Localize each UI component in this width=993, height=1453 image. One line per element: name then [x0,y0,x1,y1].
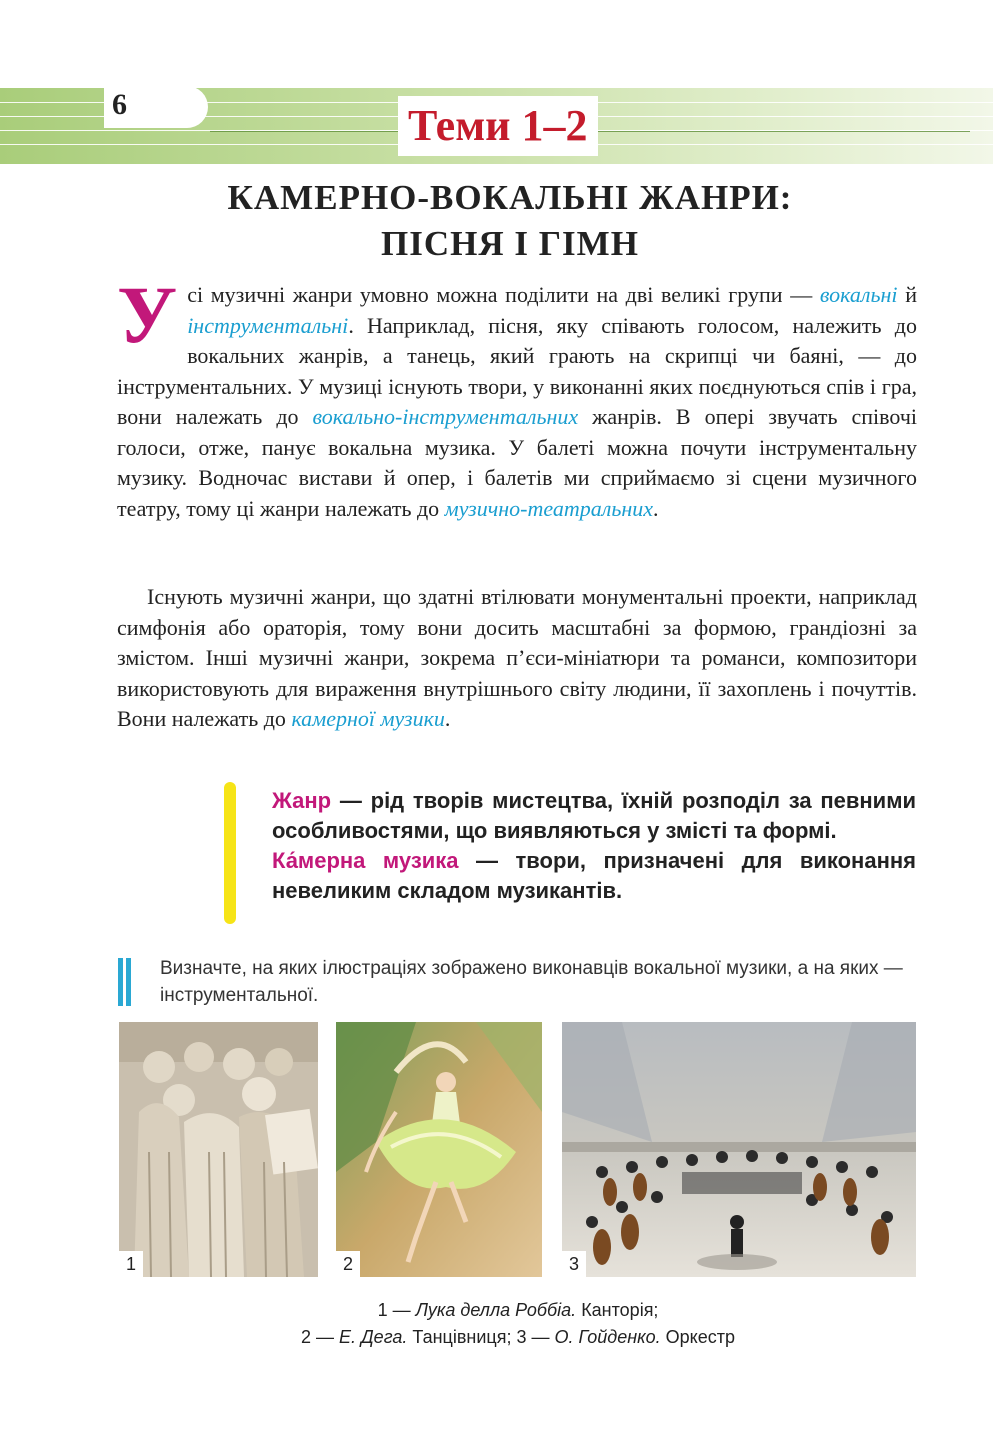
definition-term: Жанр [272,788,332,813]
text: жанрів. В опері звучать співочі голоси, отже, панує вокальна музика. У балеті можна почути інструментальну музику. Водночас вистави й опер, і балетів ми сприймаємо зі сцени музичного театру, тому ці жанри належать до [117,404,917,521]
text: . [653,495,659,521]
drop-cap: У [117,269,178,360]
illustration-number: 3 [562,1251,586,1277]
text: Існують музичні жанри, що здатні втілювати монументальні проекти, наприклад симфонія або ораторія, тому вони досить масштабні за формою, грандіозні за змістом. Інші музичні жанри, зокрема п’єси-мініатюри та романси, композитори використовують для вираження внутрішнього світу людини, її захоплень і почуттів. Вони належать до [117,584,917,731]
caption-line2 [120,1324,916,1351]
paragraph-2 [117,582,917,735]
dancer-image [336,1022,542,1277]
question-marker [118,958,123,1006]
term-chamber-music: камерної музики [291,706,445,731]
term-music-theatre: музично-театральних [444,495,654,521]
definition-text: — рід творів мистецтва, їхній розподіл за певними особливостями, що виявляються у змісті та формі. [272,788,916,843]
definition-chamber-music [272,846,916,906]
caption-text: 1 — [377,1300,416,1320]
definition-highlight-bar [224,782,236,924]
term-vocal: вокальні [819,282,898,307]
definition-term: Ка́мерна музика [272,848,459,873]
caption-author: Лука делла Роббіа. [415,1300,577,1320]
text: . [444,706,451,731]
caption-text: Танцівниця; 3 — [407,1327,555,1347]
illustration-2-dancer [336,1022,542,1277]
text: сі музичні жанри умовно можна поділити на дві великі групи — [187,282,820,307]
definition-text: — твори, призначені для виконання невеликим складом музикантів. [272,848,916,903]
page-number: 6 [112,88,127,121]
definition-genre [272,786,916,846]
chapter-title-line1: КАМЕРНО-ВОКАЛЬНІ ЖАНРИ: [227,178,793,217]
term-vocal-instrumental: вокально-інструментальних [312,404,579,429]
illustration-number: 2 [336,1251,360,1277]
orchestra-image [562,1022,916,1277]
illustration-number: 1 [119,1251,143,1277]
caption-text: Канторія; [576,1300,659,1320]
themes-label: Теми 1–2 [398,96,598,156]
illustration-3-orchestra [562,1022,916,1277]
text: . Наприклад, пісня, яку співають голосом, належить до вокальних жанрів, а танець, який грають на скрипці чи баяні, — до інструментальних. У музиці існують твори, у виконанні яких поєднуються спів і гра, вони належать до [117,312,917,429]
caption-text: Оркестр [660,1327,736,1347]
illustration-1-relief [119,1022,318,1277]
question-marker [126,958,131,1006]
definitions-box [272,786,916,906]
question-text: Визначте, на яких ілюстраціях зображено виконавців вокальної музики, а на яких — інструментальної. [160,958,903,1006]
caption-author: О. Гойденко. [554,1327,661,1347]
caption-line1 [120,1297,916,1324]
caption-author: Е. Дега. [339,1327,408,1347]
paragraph-1 [117,269,917,524]
caption-text: 2 — [300,1327,339,1347]
relief-image [119,1022,318,1277]
term-instrumental: інструментальні [187,312,349,338]
text: й [897,282,917,307]
chapter-title-line2: ПІСНЯ І ГІМН [381,224,639,263]
